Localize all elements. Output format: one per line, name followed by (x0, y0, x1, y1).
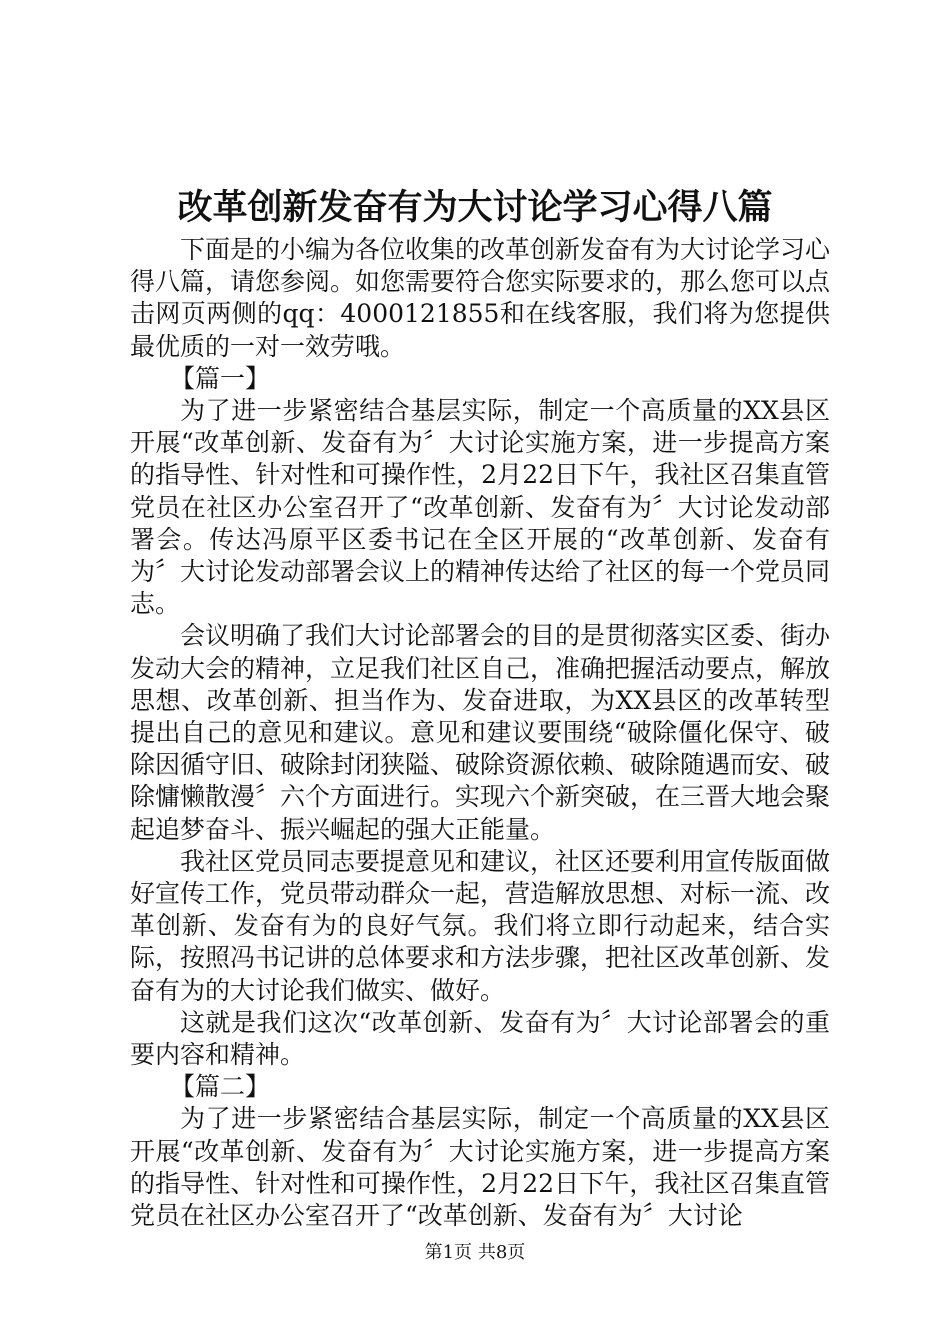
section1-paragraph-2: 会议明确了我们大讨论部署会的目的是贯彻落实区委、街办发动大会的精神，立足我们社区自己，准确把握活动要点，解放思想、改革创新、担当作为、发奋进取，为XX县区的改革转型提出自己的意见和建议。意见和建议要围绕“破除僵化保守、破除因循守旧、破除封闭狭隘、破除资源依赖、破除随遇而安、破除慵懒散漫〞六个方面进行。实现六个新突破，在三晋大地会聚起追梦奋斗、振兴崛起的强大正能量。 (130, 621, 831, 844)
section1-paragraph-3: 我社区党员同志要提意见和建议，社区还要利用宣传版面做好宣传工作，党员带动群众一起，营造解放思想、对标一流、改革创新、发奋有为的良好气氛。我们将立即行动起来，结合实际，按照冯书记讲的总体要求和方法步骤，把社区改革创新、发奋有为的大讨论我们做实、做好。 (130, 846, 831, 1005)
document-body (130, 234, 830, 1232)
document-title: 改革创新发奋有为大讨论学习心得八篇 (177, 187, 773, 228)
section-heading-2: 【篇二】 (170, 1072, 271, 1102)
section1-paragraph-1: 为了进一步紧密结合基层实际，制定一个高质量的XX县区开展“改革创新、发奋有为〞大讨论实施方案，进一步提高方案的指导性、针对性和可操作性，2月22日下午，我社区召集直管党员在社区办公室召开了“改革创新、发奋有为〞大讨论发动部署会。传达冯原平区委书记在全区开展的“改革创新、发奋有为〞大讨论发动部署会议上的精神传达给了社区的每一个党员同志。 (130, 396, 831, 619)
section-heading-1: 【篇一】 (170, 363, 271, 393)
section2-paragraph-1: 为了进一步紧密结合基层实际，制定一个高质量的XX县区开展“改革创新、发奋有为〞大讨论实施方案，进一步提高方案的指导性、针对性和可操作性，2月22日下午，我社区召集直管党员在社区办公室召开了“改革创新、发奋有为〞大讨论 (130, 1104, 830, 1231)
intro-paragraph: 下面是的小编为各位收集的改革创新发奋有为大讨论学习心得八篇，请您参阅。如您需要符合您实际要求的，那么您可以点击网页两侧的qq：4000121855和在线客服，我们将为您提供最优质的一对一效劳哦。 (130, 235, 831, 361)
page-footer: 第1页 共8页 (424, 1242, 526, 1263)
section1-paragraph-4: 这就是我们这次“改革创新、发奋有为〞大讨论部署会的重要内容和精神。 (130, 1007, 830, 1070)
